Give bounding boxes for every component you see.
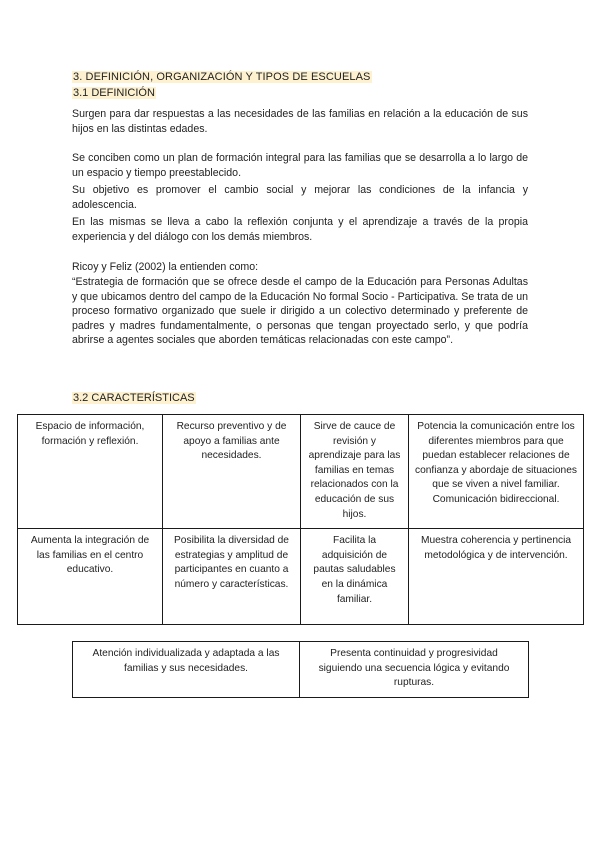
paragraph-reflection: En las mismas se lleva a cabo la reflexión conjunta y el aprendizaje a través de la propia experiencia y del diálogo con los demás miembros. — [72, 216, 528, 243]
table-row — [18, 415, 584, 529]
table-cell: Potencia la comunicación entre los diferentes miembros para que puedan establecer relaciones de confianza y abordaje de situaciones que se viven a nivel familiar. Comunicación bidireccional. — [409, 415, 584, 529]
table-cell: Presenta continuidad y progresividad siguiendo una secuencia lógica y evitando rupturas. — [300, 642, 529, 698]
table-cell: Atención individualizada y adaptada a las familias y sus necesidades. — [73, 642, 300, 698]
paragraph-plan: Se conciben como un plan de formación integral para las familias que se desarrolla a lo largo de un espacio y tiempo preestablecido. — [72, 152, 528, 179]
table-row — [18, 529, 584, 625]
table-cell: Posibilita la diversidad de estrategias y amplitud de participantes en cuanto a número y características. — [163, 529, 301, 625]
table-cell: Recurso preventivo y de apoyo a familias ante necesidades. — [163, 415, 301, 529]
paragraph-purpose: Surgen para dar respuestas a las necesidades de las familias en relación a la educación de sus hijos en las distintas edades. — [72, 108, 528, 135]
subheading-definition: 3.1 DEFINICIÓN — [73, 87, 155, 99]
subheading-characteristics: 3.2 CARACTERÍSTICAS — [73, 392, 195, 404]
table-cell: Espacio de información, formación y reflexión. — [18, 415, 163, 529]
characteristics-table — [17, 414, 584, 625]
section-heading: 3. DEFINICIÓN, ORGANIZACIÓN Y TIPOS DE ESCUELAS — [73, 71, 371, 83]
table-cell: Facilita la adquisición de pautas saludables en la dinámica familiar. — [301, 529, 409, 625]
table-cell: Aumenta la integración de las familias en el centro educativo. — [18, 529, 163, 625]
paragraph-citation-intro: Ricoy y Feliz (2002) la entienden como: — [72, 261, 259, 273]
characteristics-table-extra — [72, 641, 529, 698]
table-cell: Sirve de cauce de revisión y aprendizaje para las familias en temas relacionados con la educación de sus hijos. — [301, 415, 409, 529]
paragraph-objective: Su objetivo es promover el cambio social y mejorar las condiciones de la infancia y adolescencia. — [72, 184, 528, 211]
paragraph-citation-quote: “Estrategia de formación que se ofrece desde el campo de la Educación para Personas Adultas y que ubicamos dentro del campo de la Educación No formal Socio - Participativa. Se trata de un proceso formativo organizado que suele ir dirigido a un colectivo determinado y preferente de padres y madres fundamentalmente, o personas que tengan proyectado serlo, y que podría abrirse a agentes sociales que aborden temáticas relacionadas con este campo”. — [72, 276, 528, 347]
table-cell: Muestra coherencia y pertinencia metodológica y de intervención. — [409, 529, 584, 625]
table-row — [73, 642, 529, 698]
